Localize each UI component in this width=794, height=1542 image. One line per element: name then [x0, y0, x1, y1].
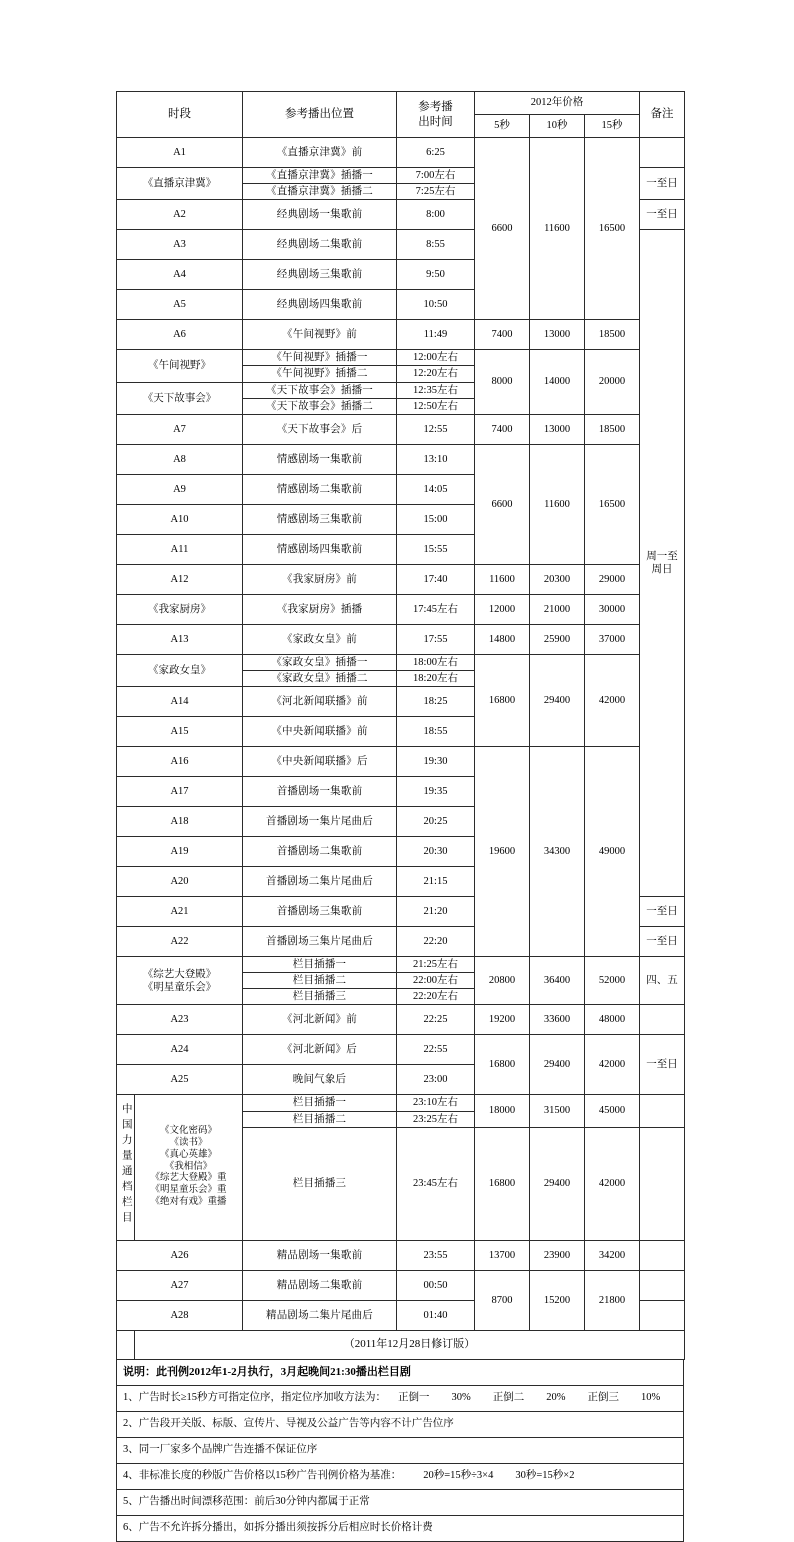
note-row	[117, 1411, 684, 1437]
price-15s-cell: 21800	[585, 1270, 640, 1330]
time-cell: 12:55	[397, 414, 475, 444]
position-cell: 精品剧场一集歌前	[243, 1240, 397, 1270]
time-cell: 7:25左右	[397, 184, 475, 200]
slot-line1: 《综艺大登殿》	[142, 968, 217, 980]
slot-cell: A26	[117, 1240, 243, 1270]
header-position: 参考播出位置	[243, 92, 397, 138]
slot-cell: A23	[117, 1005, 243, 1035]
time-cell: 15:00	[397, 504, 475, 534]
time-cell: 22:25	[397, 1005, 475, 1035]
price-15s-cell: 34200	[585, 1240, 640, 1270]
price-15s-cell: 18500	[585, 320, 640, 350]
note-row	[117, 1437, 684, 1463]
slot-cell: A27	[117, 1270, 243, 1300]
price-10s-cell: 33600	[530, 1005, 585, 1035]
time-cell: 9:50	[397, 260, 475, 290]
note-1-order3: 正倒三	[587, 1392, 620, 1404]
price-5s-cell: 16800	[475, 654, 530, 746]
remark-cell-blank	[640, 1095, 685, 1127]
price-5s-cell: 16800	[475, 1035, 530, 1095]
table-header-row	[117, 92, 685, 115]
price-15s-cell: 42000	[585, 1127, 640, 1240]
position-cell: 《直播京津冀》前	[243, 138, 397, 168]
time-cell: 8:55	[397, 230, 475, 260]
price-15s-cell: 16500	[585, 444, 640, 564]
price-5s-cell: 7400	[475, 320, 530, 350]
time-cell: 18:00左右	[397, 654, 475, 670]
position-cell: 《天下故事会》插播二	[243, 398, 397, 414]
price-15s-cell: 42000	[585, 654, 640, 746]
position-cell: 情感剧场二集歌前	[243, 474, 397, 504]
position-cell: 《家政女皇》插播二	[243, 670, 397, 686]
note-1-pct1: 30%	[451, 1392, 471, 1404]
time-cell: 20:25	[397, 807, 475, 837]
slot-cell: A7	[117, 414, 243, 444]
position-cell: 栏目插播三	[243, 989, 397, 1005]
note-4-formula-30s: 30秒=15秒×2	[515, 1470, 575, 1482]
price-15s-cell: 37000	[585, 624, 640, 654]
position-cell: 经典剧场三集歌前	[243, 260, 397, 290]
price-10s-cell: 31500	[530, 1095, 585, 1127]
header-time	[397, 92, 475, 138]
program-item: 《我相信》	[164, 1161, 213, 1172]
price-15s-cell: 52000	[585, 957, 640, 1005]
price-5s-cell: 20800	[475, 957, 530, 1005]
time-cell: 22:20	[397, 927, 475, 957]
position-cell: 精品剧场二集片尾曲后	[243, 1300, 397, 1330]
position-cell: 首播剧场二集片尾曲后	[243, 867, 397, 897]
position-cell: 《家政女皇》前	[243, 624, 397, 654]
note-1-order2: 正倒二	[492, 1392, 525, 1404]
slot-cell	[117, 957, 243, 1005]
position-cell: 情感剧场一集歌前	[243, 444, 397, 474]
program-item: 《真心英雄》	[159, 1149, 217, 1160]
remark-cell-blank	[640, 1270, 685, 1300]
price-5s-cell: 13700	[475, 1240, 530, 1270]
slot-cell: 《午间视野》	[117, 350, 243, 382]
table-row	[117, 1005, 685, 1035]
price-5s-cell: 11600	[475, 564, 530, 594]
price-15s-cell: 48000	[585, 1005, 640, 1035]
note-row	[117, 1359, 684, 1385]
time-cell: 01:40	[397, 1300, 475, 1330]
vertical-label-cell	[117, 1095, 135, 1240]
time-cell: 22:00左右	[397, 973, 475, 989]
price-10s-cell: 29400	[530, 654, 585, 746]
table-row	[117, 957, 685, 973]
price-5s-cell: 19200	[475, 1005, 530, 1035]
remark-cell: 四、五	[640, 957, 685, 1005]
time-cell: 19:30	[397, 747, 475, 777]
position-cell: 《中央新闻联播》前	[243, 717, 397, 747]
table-row	[117, 414, 685, 444]
header-price-5s: 5秒	[475, 115, 530, 138]
position-cell: 首播剧场一集片尾曲后	[243, 807, 397, 837]
position-cell: 经典剧场一集歌前	[243, 200, 397, 230]
price-15s-cell: 49000	[585, 747, 640, 957]
time-cell: 21:25左右	[397, 957, 475, 973]
header-remark: 备注	[640, 92, 685, 138]
header-price-group: 2012年价格	[475, 92, 640, 115]
position-cell: 首播剧场三集歌前	[243, 897, 397, 927]
note-1-pct2: 20%	[546, 1392, 566, 1404]
table-row	[117, 594, 685, 624]
note-row	[117, 1463, 684, 1489]
position-cell: 情感剧场四集歌前	[243, 534, 397, 564]
time-cell: 20:30	[397, 837, 475, 867]
table-row	[117, 350, 685, 366]
time-cell: 12:35左右	[397, 382, 475, 398]
position-cell: 《天下故事会》插播一	[243, 382, 397, 398]
position-cell: 《午间视野》插播一	[243, 350, 397, 366]
price-10s-cell: 34300	[530, 747, 585, 957]
program-item: 《综艺大登殿》重	[150, 1173, 227, 1184]
position-cell: 《我家厨房》插播	[243, 594, 397, 624]
position-cell: 《河北新闻》后	[243, 1035, 397, 1065]
price-5s-cell: 14800	[475, 624, 530, 654]
position-cell: 《我家厨房》前	[243, 564, 397, 594]
remark-cell-blank	[640, 1240, 685, 1270]
revision-text: （2011年12月28日修订版）	[135, 1330, 685, 1359]
slot-cell: A4	[117, 260, 243, 290]
time-cell: 18:20左右	[397, 670, 475, 686]
time-cell: 13:10	[397, 444, 475, 474]
price-5s-cell: 8000	[475, 350, 530, 415]
time-cell: 7:00左右	[397, 168, 475, 184]
slot-cell: A11	[117, 534, 243, 564]
price-10s-cell: 11600	[530, 444, 585, 564]
time-cell: 21:20	[397, 897, 475, 927]
position-cell: 经典剧场二集歌前	[243, 230, 397, 260]
note-row	[117, 1489, 684, 1515]
price-10s-cell: 36400	[530, 957, 585, 1005]
header-time-line2: 出时间	[418, 115, 453, 128]
note-3: 3、同一厂家多个品牌广告连播不保证位序	[117, 1437, 684, 1463]
position-cell: 栏目插播三	[243, 1127, 397, 1240]
price-15s-cell: 18500	[585, 414, 640, 444]
remark-cell: 一至日	[640, 168, 685, 200]
time-cell: 14:05	[397, 474, 475, 504]
slot-cell: A13	[117, 624, 243, 654]
table-row	[117, 624, 685, 654]
note-1-pct3: 10%	[641, 1392, 661, 1404]
time-cell: 17:45左右	[397, 594, 475, 624]
slot-cell: A12	[117, 564, 243, 594]
note-4-text: 4、非标准长度的秒版广告价格以15秒广告刊例价格为基准：	[123, 1470, 402, 1482]
position-cell: 情感剧场三集歌前	[243, 504, 397, 534]
time-cell: 8:00	[397, 200, 475, 230]
remark-cell-blank	[640, 1300, 685, 1330]
note-6: 6、广告不允许拆分播出，如拆分播出须按拆分后相应时长价格计费	[117, 1515, 684, 1541]
header-timeslot: 时段	[117, 92, 243, 138]
revision-spacer	[117, 1330, 135, 1359]
price-15s-cell: 20000	[585, 350, 640, 415]
position-cell: 首播剧场一集歌前	[243, 777, 397, 807]
remark-cell: 一至日	[640, 927, 685, 957]
time-cell: 6:25	[397, 138, 475, 168]
position-cell: 精品剧场二集歌前	[243, 1270, 397, 1300]
remark-week-line2: 周日	[651, 564, 673, 576]
slot-cell: A19	[117, 837, 243, 867]
slot-cell: A17	[117, 777, 243, 807]
price-5s-cell: 7400	[475, 414, 530, 444]
table-row	[117, 1095, 685, 1111]
header-price-15s: 15秒	[585, 115, 640, 138]
slot-cell: 《我家厨房》	[117, 594, 243, 624]
notes-table	[116, 1359, 684, 1542]
remark-cell: 一至日	[640, 1035, 685, 1095]
header-time-line1: 参考播	[418, 101, 453, 114]
table-row	[117, 320, 685, 350]
program-item: 《读书》	[169, 1137, 208, 1148]
slot-cell: A16	[117, 747, 243, 777]
position-cell: 《河北新闻》前	[243, 1005, 397, 1035]
note-head: 说明：此刊例2012年1-2月执行，3月起晚间21:30播出栏目剧	[117, 1359, 684, 1385]
position-cell: 《午间视野》插播二	[243, 366, 397, 382]
slot-cell: A18	[117, 807, 243, 837]
table-row	[117, 1035, 685, 1065]
slot-cell: A21	[117, 897, 243, 927]
remark-cell: 一至日	[640, 200, 685, 230]
position-cell: 《天下故事会》后	[243, 414, 397, 444]
revision-row	[117, 1330, 685, 1359]
note-4	[117, 1463, 684, 1489]
price-10s-cell: 14000	[530, 350, 585, 415]
price-10s-cell: 29400	[530, 1035, 585, 1095]
note-4-formula-20s: 20秒=15秒÷3×4	[423, 1470, 494, 1482]
time-cell: 17:40	[397, 564, 475, 594]
remark-cell: 一至日	[640, 897, 685, 927]
slot-cell: A20	[117, 867, 243, 897]
price-10s-cell: 11600	[530, 138, 585, 320]
price-15s-cell: 30000	[585, 594, 640, 624]
time-cell: 18:25	[397, 687, 475, 717]
slot-cell: A25	[117, 1065, 243, 1095]
slot-cell: A10	[117, 504, 243, 534]
slot-cell: A24	[117, 1035, 243, 1065]
note-row	[117, 1515, 684, 1541]
price-10s-cell: 15200	[530, 1270, 585, 1330]
time-cell: 12:50左右	[397, 398, 475, 414]
time-cell: 23:55	[397, 1240, 475, 1270]
time-cell: 19:35	[397, 777, 475, 807]
position-cell: 经典剧场四集歌前	[243, 290, 397, 320]
time-cell: 12:00左右	[397, 350, 475, 366]
table-row	[117, 138, 685, 168]
slot-cell: A22	[117, 927, 243, 957]
program-list-cell	[135, 1095, 243, 1240]
table-row	[117, 654, 685, 670]
price-5s-cell: 6600	[475, 444, 530, 564]
slot-line2: 《明星童乐会》	[142, 981, 217, 993]
table-row	[117, 1240, 685, 1270]
price-10s-cell: 20300	[530, 564, 585, 594]
slot-cell: A2	[117, 200, 243, 230]
time-cell: 11:49	[397, 320, 475, 350]
header-price-10s: 10秒	[530, 115, 585, 138]
price-5s-cell: 12000	[475, 594, 530, 624]
position-cell: 首播剧场三集片尾曲后	[243, 927, 397, 957]
slot-cell: A1	[117, 138, 243, 168]
time-cell: 21:15	[397, 867, 475, 897]
price-15s-cell: 42000	[585, 1035, 640, 1095]
position-cell: 《家政女皇》插播一	[243, 654, 397, 670]
position-cell: 《中央新闻联播》后	[243, 747, 397, 777]
price-10s-cell: 13000	[530, 414, 585, 444]
rate-card-sheet	[116, 91, 684, 1542]
slot-cell: 《天下故事会》	[117, 382, 243, 414]
price-5s-cell: 19600	[475, 747, 530, 957]
slot-cell: A8	[117, 444, 243, 474]
price-5s-cell: 16800	[475, 1127, 530, 1240]
time-cell: 22:55	[397, 1035, 475, 1065]
time-cell: 22:20左右	[397, 989, 475, 1005]
price-15s-cell: 29000	[585, 564, 640, 594]
price-5s-cell: 8700	[475, 1270, 530, 1330]
remark-cell-week	[640, 230, 685, 897]
vertical-label-text: 中国力量通档栏目	[120, 1103, 132, 1228]
position-cell: 《直播京津冀》插播二	[243, 184, 397, 200]
table-row	[117, 747, 685, 777]
price-10s-cell: 25900	[530, 624, 585, 654]
program-item: 《明星童乐会》重	[150, 1185, 227, 1196]
rate-table	[116, 91, 685, 1360]
position-cell: 栏目插播二	[243, 1111, 397, 1127]
position-cell: 《河北新闻联播》前	[243, 687, 397, 717]
remark-cell-blank	[640, 1127, 685, 1240]
slot-cell: A28	[117, 1300, 243, 1330]
slot-cell: 《直播京津冀》	[117, 168, 243, 200]
table-row	[117, 444, 685, 474]
program-item: 《文化密码》	[159, 1125, 217, 1136]
slot-cell: A14	[117, 687, 243, 717]
time-cell: 23:00	[397, 1065, 475, 1095]
note-row	[117, 1385, 684, 1411]
price-10s-cell: 21000	[530, 594, 585, 624]
price-10s-cell: 29400	[530, 1127, 585, 1240]
slot-cell: A6	[117, 320, 243, 350]
position-cell: 《午间视野》前	[243, 320, 397, 350]
time-cell: 23:25左右	[397, 1111, 475, 1127]
price-15s-cell: 16500	[585, 138, 640, 320]
price-15s-cell: 45000	[585, 1095, 640, 1127]
remark-cell-blank	[640, 138, 685, 168]
remark-week-line1: 周一至	[646, 551, 678, 562]
price-10s-cell: 23900	[530, 1240, 585, 1270]
time-cell: 23:10左右	[397, 1095, 475, 1111]
note-2: 2、广告段开关版、标版、宣传片、导视及公益广告等内容不计广告位序	[117, 1411, 684, 1437]
slot-cell: 《家政女皇》	[117, 654, 243, 686]
time-cell: 10:50	[397, 290, 475, 320]
position-cell: 栏目插播二	[243, 973, 397, 989]
time-cell: 15:55	[397, 534, 475, 564]
program-item: 《绝对有戏》重播	[150, 1197, 227, 1208]
position-cell: 栏目插播一	[243, 957, 397, 973]
position-cell: 《直播京津冀》插播一	[243, 168, 397, 184]
remark-cell-blank	[640, 1005, 685, 1035]
time-cell: 17:55	[397, 624, 475, 654]
table-row	[117, 564, 685, 594]
price-5s-cell: 18000	[475, 1095, 530, 1127]
position-cell: 首播剧场二集歌前	[243, 837, 397, 867]
time-cell: 00:50	[397, 1270, 475, 1300]
slot-cell: A15	[117, 717, 243, 747]
position-cell: 晚间气象后	[243, 1065, 397, 1095]
time-cell: 18:55	[397, 717, 475, 747]
slot-cell: A5	[117, 290, 243, 320]
time-cell: 23:45左右	[397, 1127, 475, 1240]
time-cell: 12:20左右	[397, 366, 475, 382]
slot-cell: A3	[117, 230, 243, 260]
position-cell: 栏目插播一	[243, 1095, 397, 1111]
price-5s-cell: 6600	[475, 138, 530, 320]
slot-cell: A9	[117, 474, 243, 504]
table-row	[117, 1270, 685, 1300]
note-1-order1: 正倒一	[398, 1392, 430, 1404]
price-10s-cell: 13000	[530, 320, 585, 350]
note-1	[117, 1385, 684, 1411]
note-5: 5、广告播出时间漂移范围：前后30分钟内都属于正常	[117, 1489, 684, 1515]
note-1-text: 1、广告时长≥15秒方可指定位序，指定位序加收方法为：	[123, 1392, 387, 1404]
